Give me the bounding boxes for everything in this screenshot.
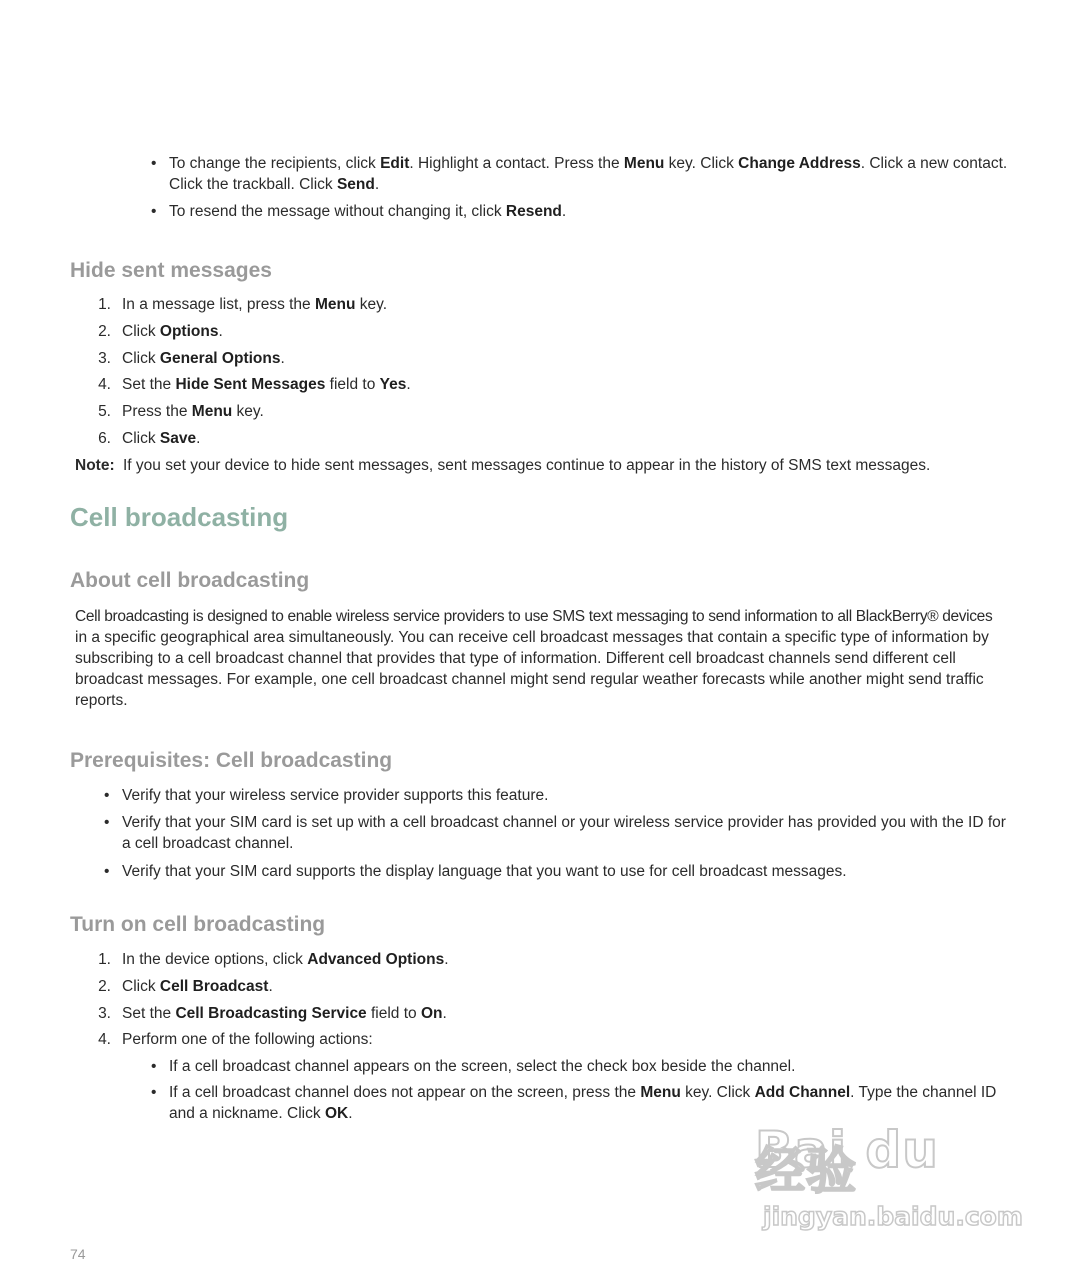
- step-number: 4.: [98, 1031, 111, 1049]
- step-text: Click Save.: [122, 430, 201, 447]
- step-number: 5.: [98, 403, 111, 421]
- note-label: Note:: [75, 457, 115, 474]
- step-text: Set the Hide Sent Messages field to Yes.: [122, 376, 411, 394]
- step-number: 6.: [98, 430, 111, 447]
- bullet: •: [104, 814, 110, 831]
- section-heading-prerequisites: Prerequisites: Cell broadcasting: [70, 749, 393, 772]
- note-text: If you set your device to hide sent messages, sent messages continue to appear in the history of SMS text messages.: [123, 457, 931, 474]
- section-heading-hide-sent: Hide sent messages: [70, 259, 272, 282]
- step-text: Click Options.: [122, 322, 223, 340]
- step-number: 3.: [98, 349, 111, 367]
- about-paragraph: Cell broadcasting is designed to enable wireless service providers to use SMS text messaging to send information to all BlackBerry® devices in a specific geographical area simultaneously. You can receive cell broadcast messages that contain a specific type of information by subscribing to a cell broadcast channel that provides that type of information. Different cell broadcast channels send different cell broadcast messages. For example, one cell broadcast channel might send regular weather forecasts while another might send traffic reports.: [75, 608, 993, 709]
- step-text: In the device options, click Advanced Options.: [122, 951, 449, 968]
- step-number: 1.: [98, 951, 111, 968]
- page-number: 74: [70, 1246, 86, 1262]
- section-title-cell-broadcasting: Cell broadcasting: [70, 502, 289, 532]
- bullet: •: [151, 203, 157, 220]
- bullet: •: [104, 863, 110, 880]
- step-text: Click Cell Broadcast.: [122, 977, 273, 995]
- step-number: 2.: [98, 322, 111, 340]
- bullet: •: [104, 787, 110, 804]
- step-number: 3.: [98, 1004, 111, 1022]
- step-text: In a message list, press the Menu key.: [122, 296, 388, 313]
- step-number: 4.: [98, 376, 111, 394]
- step-text: Set the Cell Broadcasting Service field to On.: [122, 1004, 447, 1022]
- baidu-watermark: [755, 1120, 1023, 1235]
- watermark-url: jingyan.baidu.com: [763, 1202, 1023, 1231]
- bullet: •: [151, 1058, 157, 1075]
- step-number: 2.: [98, 977, 111, 995]
- step-text: Perform one of the following actions:: [122, 1031, 373, 1049]
- section-heading-turn-on: Turn on cell broadcasting: [70, 913, 326, 936]
- step-text: Press the Menu key.: [122, 403, 264, 421]
- bullet: •: [151, 155, 157, 172]
- step-number: 1.: [98, 296, 111, 313]
- section-heading-about: About cell broadcasting: [70, 569, 310, 592]
- bullet: •: [151, 1084, 157, 1101]
- step-text: Click General Options.: [122, 349, 285, 367]
- baidu-logo: Bai du 经验: [755, 1121, 939, 1200]
